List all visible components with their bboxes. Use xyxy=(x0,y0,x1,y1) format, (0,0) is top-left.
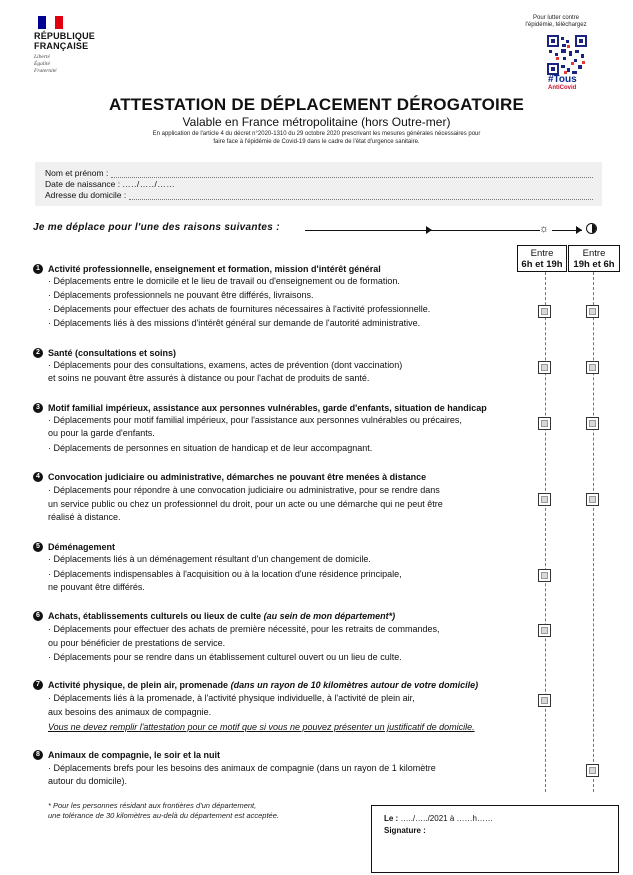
name-label: Nom et prénom : xyxy=(45,168,109,178)
reason-number: 7 xyxy=(33,680,43,690)
name-input-line[interactable] xyxy=(111,170,593,178)
dob-input[interactable]: …../…../…… xyxy=(122,179,176,189)
reason-6 xyxy=(33,610,533,665)
reason-title: Animaux de compagnie, le soir et la nuit xyxy=(48,750,221,760)
reason-title xyxy=(48,610,395,623)
checkbox-reason-2-day[interactable] xyxy=(538,361,551,374)
signature-date-field[interactable] xyxy=(384,814,493,823)
reason-line: · Déplacements liés à des missions d'intérêt général sur demande de l'autorité administrative. xyxy=(48,318,421,328)
republic-name: RÉPUBLIQUE FRANÇAISE xyxy=(34,31,96,51)
reason-line: · Déplacements pour se rendre dans un établissement culturel ouvert ou un lieu de culte. xyxy=(48,652,402,662)
reason-number: 6 xyxy=(33,611,43,621)
reason-7 xyxy=(33,679,533,737)
checkbox-reason-2-night[interactable] xyxy=(586,361,599,374)
footnote: * Pour les personnes résidant aux frontières d'un département, une tolérance de 30 kilomètres au-delà du département est acceptée. xyxy=(48,801,279,820)
signature-box xyxy=(371,805,619,873)
arrow-right-icon xyxy=(576,226,582,234)
reason-title-text: Activité physique, de plein air, promenade xyxy=(48,680,229,690)
column-night-line2: 19h et 6h xyxy=(573,259,615,270)
column-header-night xyxy=(568,245,620,272)
checkbox-reason-3-day[interactable] xyxy=(538,417,551,430)
reason-7-note: Vous ne devez remplir l'attestation pour ce motif que si vous ne pouvez présenter un justificatif de domicile. xyxy=(48,722,475,732)
column-day-line1: Entre xyxy=(530,248,554,259)
reason-line: ne pouvant être différés. xyxy=(48,582,145,592)
reason-line: · Déplacements professionnels ne pouvant être différés, livraisons. xyxy=(48,290,314,300)
reason-2 xyxy=(33,347,533,387)
checkbox-reason-3-night[interactable] xyxy=(586,417,599,430)
column-day-line2: 6h et 19h xyxy=(521,259,563,270)
reason-line: ou pour la garde d'enfants. xyxy=(48,428,155,438)
identity-section xyxy=(35,162,602,206)
reason-line: et soins ne pouvant être assurés à distance ou pour l'achat de produits de santé. xyxy=(48,373,370,383)
reason-title xyxy=(48,679,478,692)
reason-title-note: (dans un rayon de 10 kilomètres autour de votre domicile) xyxy=(230,680,479,690)
reason-number: 2 xyxy=(33,348,43,358)
dob-label: Date de naissance : xyxy=(45,179,121,189)
reason-3 xyxy=(33,402,533,457)
checkbox-reason-4-day[interactable] xyxy=(538,493,551,506)
arrow-right-icon xyxy=(426,226,432,234)
reason-line: · Déplacements brefs pour les besoins des animaux de compagnie (dans un rayon de 1 kilomètre xyxy=(48,763,436,773)
reason-number: 8 xyxy=(33,750,43,760)
signature-date-value[interactable]: …../…../2021 à ……h…… xyxy=(400,814,493,823)
reason-line: · Déplacements liés à la promenade, à l'activité physique individuelle, à l'activité de plein air, xyxy=(48,693,415,703)
reason-line: ou pour bénéficier de prestations de service. xyxy=(48,638,226,648)
reason-line: · Déplacements pour effectuer des achats de fournitures nécessaires à l'activité professionnelle. xyxy=(48,304,431,314)
reason-4 xyxy=(33,471,533,526)
intro-arrow-line xyxy=(305,230,540,231)
reason-title-text: Achats, établissements culturels ou lieux de culte xyxy=(48,611,262,621)
document-subtitle: Valable en France métropolitaine (hors Outre-mer) xyxy=(182,115,451,129)
qr-caption: Pour lutter contre l'épidémie, téléchargez xyxy=(525,15,587,28)
reason-title: Déménagement xyxy=(48,542,116,552)
reason-5 xyxy=(33,541,533,596)
reason-line: · Déplacements indispensables à l'acquisition ou à la location d'une résidence principale, xyxy=(48,569,402,579)
qr-code-icon xyxy=(547,35,587,75)
reason-line: · Déplacements pour répondre à une convocation judiciaire ou administrative, pour se rendre dans xyxy=(48,485,440,495)
reason-line: autour du domicile). xyxy=(48,776,128,786)
reason-title: Santé (consultations et soins) xyxy=(48,348,177,358)
reason-line: · Déplacements liés à un déménagement résultant d'un changement de domicile. xyxy=(48,554,371,564)
reason-line: · Déplacements pour effectuer des achats de première nécessité, pour les retraits de commandes, xyxy=(48,624,440,634)
address-label: Adresse du domicile : xyxy=(45,190,127,200)
checkbox-reason-8-night[interactable] xyxy=(586,764,599,777)
dob-field[interactable] xyxy=(45,179,593,189)
reason-line: réalisé à distance. xyxy=(48,512,121,522)
signature-label: Signature : xyxy=(384,826,426,835)
reason-number: 1 xyxy=(33,264,43,274)
document-title: ATTESTATION DE DÉPLACEMENT DÉROGATOIRE xyxy=(109,95,524,114)
reason-number: 5 xyxy=(33,542,43,552)
reason-line: · Déplacements entre le domicile et le lieu de travail ou d'enseignement ou de formation. xyxy=(48,276,400,286)
reason-8 xyxy=(33,749,533,789)
reason-line: · Déplacements de personnes en situation de handicap et de leur accompagnant. xyxy=(48,443,373,453)
sun-icon: ☼ xyxy=(539,223,550,235)
signature-date-label: Le : xyxy=(384,814,399,823)
app-logo-subname: AntiCovid xyxy=(548,85,577,91)
checkbox-reason-6-day[interactable] xyxy=(538,624,551,637)
app-logo-name: #Tous xyxy=(548,74,577,85)
reason-line: · Déplacements pour motif familial impérieux, pour l'assistance aux personnes vulnérables ou précaires, xyxy=(48,415,462,425)
reason-title: Motif familial impérieux, assistance aux personnes vulnérables, garde d'enfants, situation de handicap xyxy=(48,403,487,413)
reason-title-note: (au sein de mon département*) xyxy=(263,611,396,621)
column-night-line1: Entre xyxy=(582,248,606,259)
reason-line: aux besoins des animaux de compagnie. xyxy=(48,707,212,717)
decree-reference: En application de l'article 4 du décret n°2020-1310 du 29 octobre 2020 prescrivant les mesures générales nécessaires pour faire face à l'épidémie de Covid-19 dans le cadre de l'état d'urgence sanitaire. xyxy=(152,131,481,145)
name-field[interactable] xyxy=(45,168,593,178)
reason-title: Activité professionnelle, enseignement et formation, mission d'intérêt général xyxy=(48,264,381,274)
reason-line: · Déplacements pour des consultations, examens, actes de prévention (dont vaccination) xyxy=(48,360,403,370)
address-input-line[interactable] xyxy=(129,192,593,200)
moon-icon xyxy=(586,223,597,234)
reason-title: Convocation judiciaire ou administrative, démarches ne pouvant être menées à distance xyxy=(48,472,427,482)
french-flag-logo xyxy=(38,16,63,29)
reason-1 xyxy=(33,263,533,333)
reasons-intro: Je me déplace pour l'une des raisons suivantes : xyxy=(33,222,280,233)
reason-number: 4 xyxy=(33,472,43,482)
checkbox-reason-1-night[interactable] xyxy=(586,305,599,318)
checkbox-reason-7-day[interactable] xyxy=(538,694,551,707)
checkbox-reason-4-night[interactable] xyxy=(586,493,599,506)
reason-line: un service public ou chez un professionnel du droit, pour un acte ou une démarche qui ne peut être xyxy=(48,499,443,509)
checkbox-reason-1-day[interactable] xyxy=(538,305,551,318)
republic-motto: Liberté Égalité Fraternité xyxy=(34,54,57,74)
address-field[interactable] xyxy=(45,190,593,200)
column-divider-day xyxy=(545,272,546,792)
column-divider-night xyxy=(593,272,594,792)
reason-number: 3 xyxy=(33,403,43,413)
checkbox-reason-5-day[interactable] xyxy=(538,569,551,582)
